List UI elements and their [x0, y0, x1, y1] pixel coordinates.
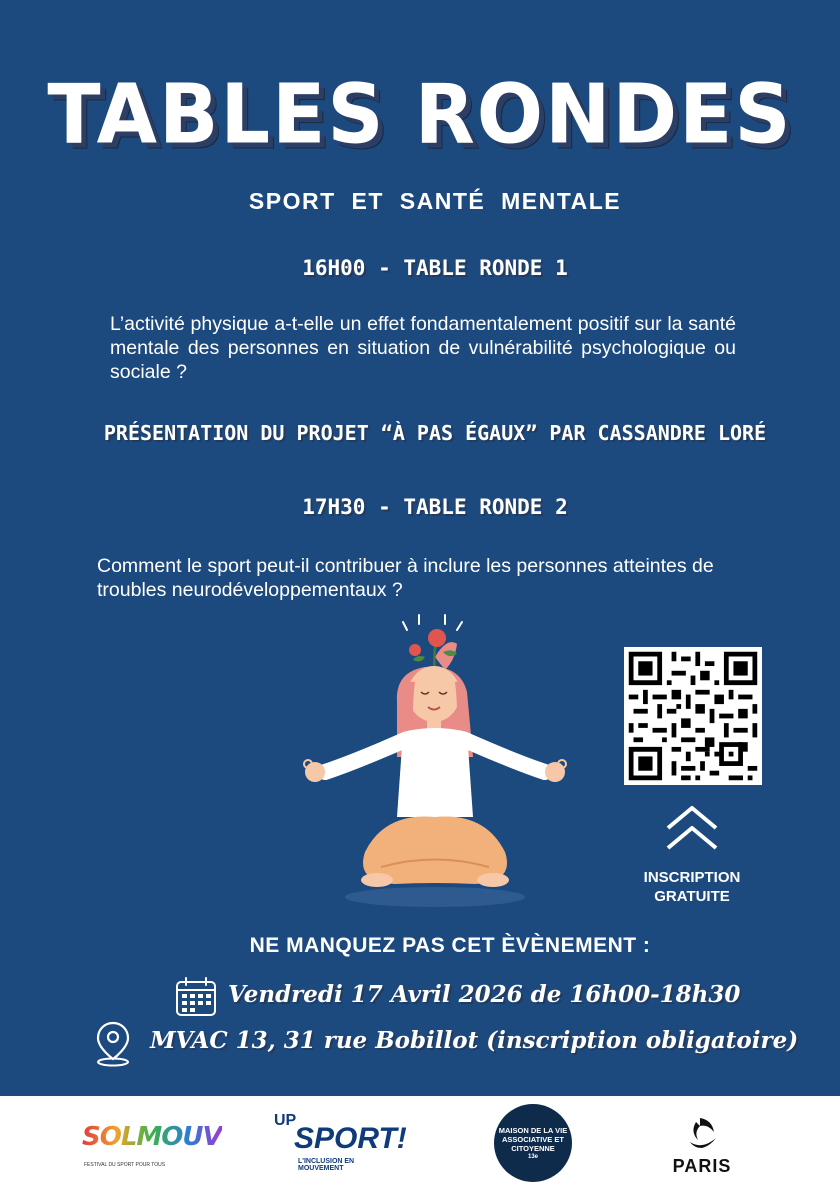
paris-ship-icon — [660, 1112, 744, 1156]
presentation-heading: PRÉSENTATION DU PROJET “À PAS ÉGAUX” PAR CASSANDRE LORÉ — [103, 421, 767, 445]
location-pin-icon — [94, 1021, 132, 1067]
table1-heading: 16H00 - TABLE RONDE 1 — [302, 256, 568, 280]
registration-label: INSCRIPTION GRATUITE — [643, 869, 741, 905]
calendar-icon — [174, 976, 218, 1018]
paris-logo — [660, 1112, 744, 1182]
upsport-logo-subtitle: L'INCLUSION EN MOUVEMENT — [298, 1158, 355, 1172]
meditation-illustration — [285, 612, 585, 912]
table2-heading: 17H30 - TABLE RONDE 2 — [302, 495, 568, 519]
poster-title: TABLES RONDES — [47, 67, 793, 163]
mvac-logo — [494, 1104, 572, 1182]
upsport-logo-sport: SPORT! — [294, 1122, 407, 1155]
chevron-up-icon — [664, 800, 720, 856]
upsport-logo-up: UP — [274, 1112, 297, 1129]
call-to-action: NE MANQUEZ PAS CET ÈVÈNEMENT : — [249, 934, 651, 957]
mvac-logo-subtitle: 13e — [527, 1154, 538, 1160]
paris-logo-text: PARIS — [672, 1156, 732, 1176]
upsport-logo — [268, 1110, 407, 1180]
qr-code[interactable] — [624, 647, 762, 785]
table1-question: L’activité physique a-t-elle un effet fondamentalement positif sur la santé mentale des personnes en situation de vulnérabilité psychologique ou sociale ? — [110, 313, 736, 383]
solmouv-logo — [78, 1110, 222, 1180]
footer-logos — [0, 1096, 840, 1198]
solmouv-logo-text: SOLMOUV — [82, 1122, 222, 1152]
mvac-logo-text: MAISON DE LA VIE ASSOCIATIVE ET CITOYENNE — [498, 1126, 568, 1153]
event-date: Vendredi 17 Avril 2026 de 16h00-18h30 — [228, 981, 741, 1008]
event-address: MVAC 13, 31 rue Bobillot (inscription obligatoire) — [150, 1027, 799, 1054]
solmouv-logo-subtitle: FESTIVAL DU SPORT POUR TOUS — [84, 1162, 166, 1168]
poster-subtitle: SPORT ET SANTÉ MENTALE — [248, 188, 622, 214]
table2-question: Comment le sport peut-il contribuer à inclure les personnes atteintes de troubles neurodéveloppementaux ? — [97, 555, 714, 601]
